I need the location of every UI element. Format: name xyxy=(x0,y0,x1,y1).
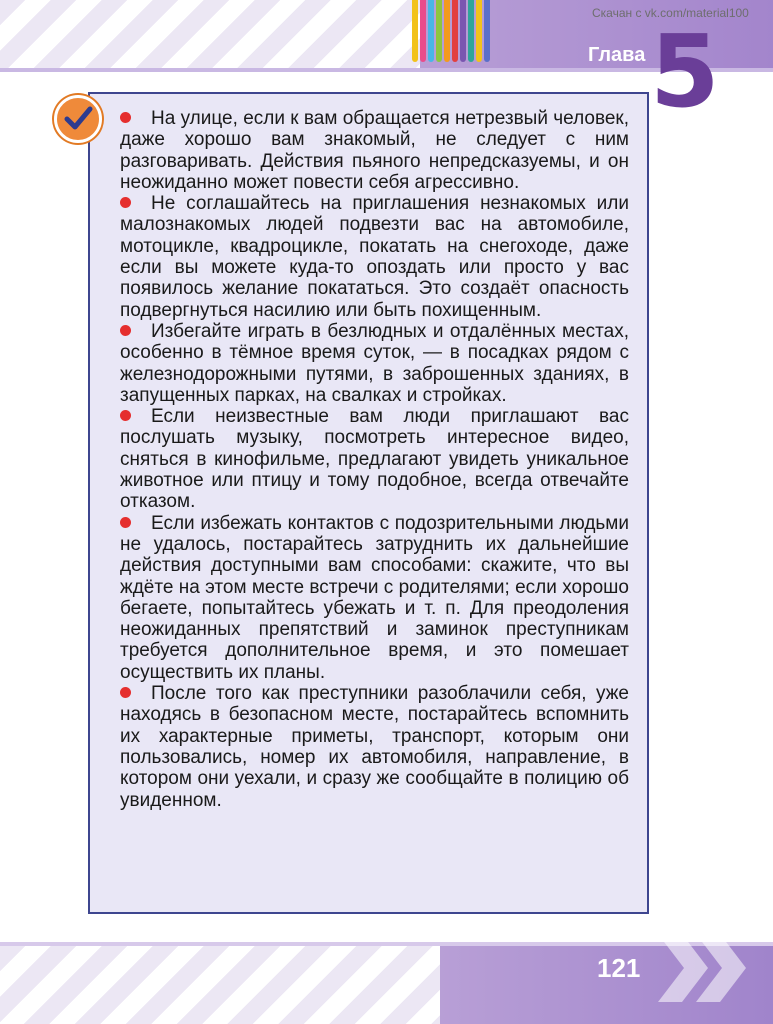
pencil-stripe xyxy=(476,0,482,62)
pencil-stripe xyxy=(484,0,490,62)
bullet-icon xyxy=(120,197,131,208)
page-number: 121 xyxy=(597,953,641,983)
chapter-number: 5 xyxy=(650,13,720,130)
bullet-icon xyxy=(120,517,131,528)
list-item xyxy=(120,321,629,406)
pencil-stripe xyxy=(420,0,426,62)
bullet-icon xyxy=(120,410,131,421)
bullet-icon xyxy=(120,325,131,336)
list-item-text: Не соглашайтесь на приглашения незнакомых или малознакомых людей подвезти вас на автомобиле, мотоцикле, квадроцикле, покатать на снегоходе, даже если вы можете куда-то опоздать или просто у вас появилось желание покататься. Это создаёт опасность подвергнуться насилию или быть похищенным. xyxy=(120,193,629,321)
bullet-icon xyxy=(120,112,131,123)
double-chevron-right-icon[interactable] xyxy=(652,928,756,1013)
safety-rules-list xyxy=(120,108,629,811)
list-item-text: На улице, если к вам обращается нетрезвый человек, даже хорошо вам знакомый, не следует с ним разговаривать. Действия пьяного непредсказуемы, и он неожиданно может повести себя агрессивно. xyxy=(120,108,629,193)
source-note: Скачан с vk.com/material100 xyxy=(592,6,749,20)
pencil-stripe xyxy=(468,0,474,62)
bullet-icon xyxy=(120,687,131,698)
pencil-stripe xyxy=(452,0,458,62)
list-item-text: Если избежать контактов с подозрительными людьми не удалось, постарайтесь затруднить их дальнейшие действия доступными вам способами: скажите, что вы ждёте на этом месте встречи с родителями; если хорошо бегаете, попытайтесь убежать и т. п. Для преодоления неожиданных препятствий и заминок преступникам требуется дополнительное время, и это помешает осуществить их планы. xyxy=(120,512,629,683)
pencil-stripe xyxy=(412,0,418,62)
pencil-stripe xyxy=(444,0,450,62)
pencils-decoration xyxy=(412,0,490,62)
list-item xyxy=(120,406,629,512)
checkmark-icon xyxy=(54,95,102,143)
chapter-label: Глава xyxy=(588,44,646,66)
list-item-text: После того как преступники разоблачили себя, уже находясь в безопасном месте, постарайтесь вспомнить их характерные приметы, транспорт, которым они пользовались, номер их автомобиля, направление, в котором они уехали, и сразу же сообщайте в полицию об увиденном. xyxy=(120,683,629,811)
pencil-stripe xyxy=(428,0,434,62)
list-item-text: Избегайте играть в безлюдных и отдалённых местах, особенно в тёмное время суток, — в посадках рядом с железнодорожными путями, в заброшенных зданиях, в запущенных парках, на свалках и стройках. xyxy=(120,320,629,406)
pencil-stripe xyxy=(436,0,442,62)
list-item xyxy=(120,193,629,321)
footer-stripes xyxy=(0,946,460,1024)
list-item xyxy=(120,513,629,683)
header-stripes xyxy=(0,0,440,70)
list-item xyxy=(120,108,629,193)
list-item-text: Если неизвестные вам люди приглашают вас послушать музыку, посмотреть интересное видео, сняться в кинофильме, предлагают увидеть уникальное животное или птицу и тому подобное, всегда отвечайте отказом. xyxy=(120,406,629,513)
pencil-stripe xyxy=(460,0,466,62)
list-item xyxy=(120,683,629,811)
